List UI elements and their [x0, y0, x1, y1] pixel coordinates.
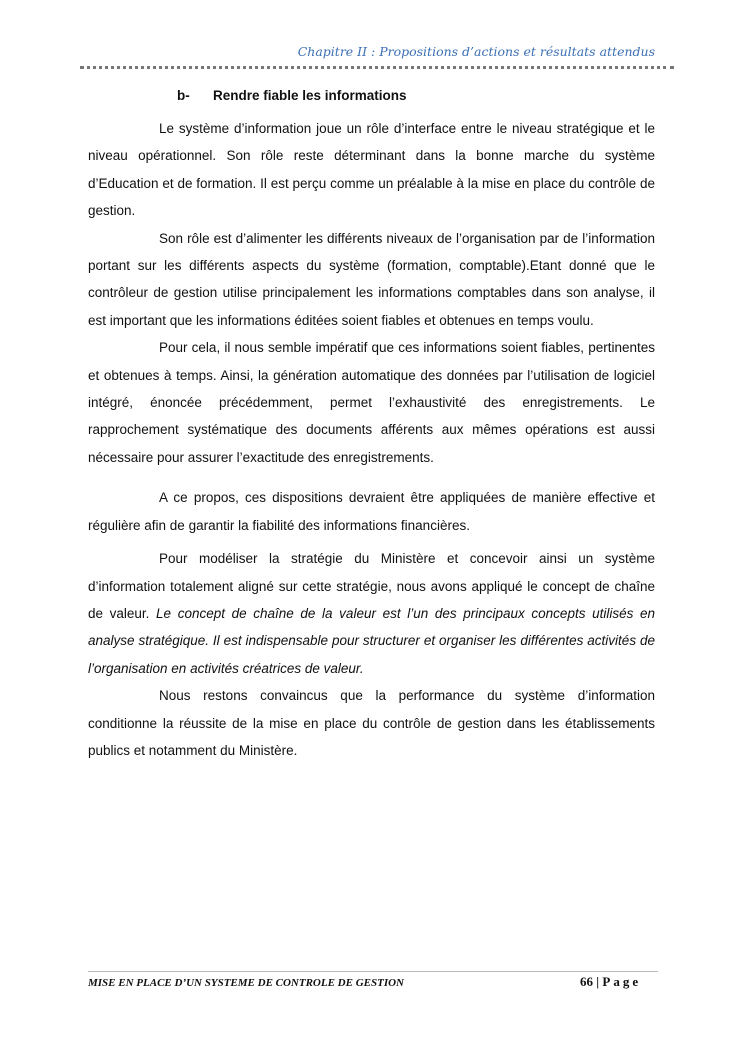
- paragraph: A ce propos, ces dispositions devraient être appliquées de manière effective et régulière afin de garantir la fiabilité des informations financières.: [88, 490, 655, 533]
- paragraph: Pour cela, il nous semble impératif que ces informations soient fiables, pertinentes et obtenues à temps. Ainsi, la génération automatique des données par l’utilisation de logiciel intégré, énoncée précédemment, permet l’exhaustivité des enregistrements. Le rapprochement systématique des documents afférents aux mêmes opérations est aussi nécessaire pour assurer l’exactitude des enregistrements.: [88, 340, 655, 465]
- paragraph: Nous restons convaincus que la performance du système d’information conditionne la réussite de la mise en place du contrôle de gestion dans les établissements publics et notamment du Ministère.: [88, 688, 655, 758]
- section-number: b-: [177, 88, 190, 103]
- page-number: 66: [580, 974, 593, 989]
- header-divider: [80, 66, 674, 69]
- paragraph: Le système d’information joue un rôle d’interface entre le niveau stratégique et le niveau opérationnel. Son rôle reste déterminant dans la bonne marche du système d’Education et de formation. Il est perçu comme un préalable à la mise en place du contrôle de gestion.: [88, 121, 655, 219]
- footer-page-indicator: [580, 974, 641, 990]
- footer-divider: [88, 971, 658, 972]
- paragraph-text: Pour modéliser la stratégie du Ministère et concevoir ainsi un système d’information totalement aligné sur cette stratégie, nous avons appliqué le concept de chaîne de valeur.: [88, 551, 655, 621]
- footer-document-title: MISE EN PLACE D’UN SYSTEME DE CONTROLE DE GESTION: [88, 977, 404, 989]
- body-text: [88, 115, 655, 764]
- page-label: Page: [602, 974, 642, 989]
- page-separator: |: [596, 974, 600, 989]
- paragraph-italic-quote: Le concept de chaîne de la valeur est l’un des principaux concepts utilisés en analyse stratégique. Il est indispensable pour structurer et organiser les différentes activités de l’organisation en activités créatrices de valeur.: [88, 605, 655, 676]
- chapter-header: Chapitre II : Propositions d’actions et résultats attendus: [297, 44, 655, 59]
- paragraph: Son rôle est d’alimenter les différents niveaux de l’organisation par de l’information portant sur les différents aspects du système (formation, comptable).Etant donné que le contrôleur de gestion utilise principalement les informations comptables dans son analyse, il est important que les informations éditées soient fiables et obtenues en temps voulu.: [88, 230, 655, 328]
- section-title: Rendre fiable les informations: [213, 88, 407, 103]
- section-heading: [177, 88, 407, 103]
- paragraph: [88, 545, 655, 682]
